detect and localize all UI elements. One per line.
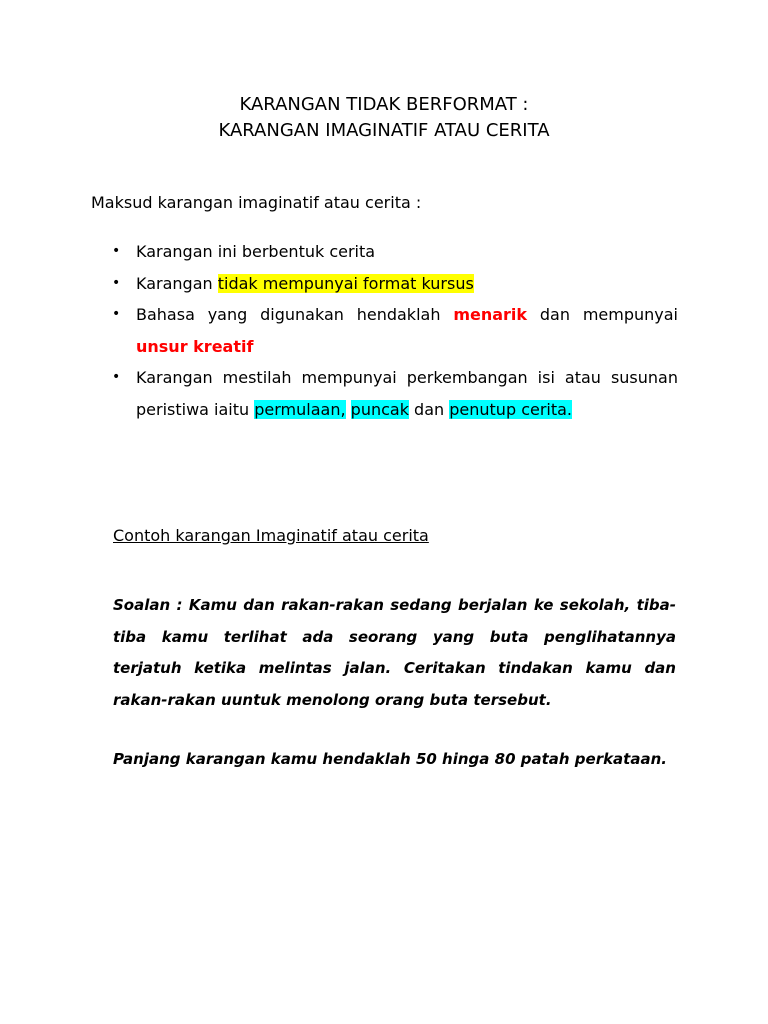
list-item-text-middle: dan mempunyai <box>527 305 678 324</box>
list-item-text-prefix: Bahasa yang digunakan hendaklah <box>136 305 454 324</box>
list-item-text-prefix: Karangan mestilah mempunyai perkembangan isi atau susunan peristiwa iaitu <box>136 368 678 419</box>
list-item-space <box>346 400 351 419</box>
length-note: Panjang karangan kamu hendaklah 50 hinga 80 patah perkataan. <box>113 750 667 768</box>
intro-text: Maksud karangan imaginatif atau cerita : <box>91 193 422 212</box>
list-item <box>112 362 678 425</box>
highlighted-text: tidak mempunyai format kursus <box>217 273 474 293</box>
example-heading: Contoh karangan Imaginatif atau cerita <box>113 526 429 545</box>
list-item <box>112 299 678 362</box>
definition-list <box>112 236 678 425</box>
list-item-text: Karangan ini berbentuk cerita <box>136 242 376 261</box>
bullet-icon: • <box>112 243 121 259</box>
list-item-text-middle: dan <box>408 399 450 419</box>
bullet-icon: • <box>112 306 121 322</box>
emphasis-text: menarik <box>453 305 528 324</box>
document-title-line-1: KARANGAN TIDAK BERFORMAT : <box>239 94 529 115</box>
emphasis-text: unsur kreatif <box>136 336 254 356</box>
document-title-line-2: KARANGAN IMAGINATIF ATAU CERITA <box>218 120 550 141</box>
list-item-text <box>136 299 678 362</box>
list-item-text-prefix: Karangan <box>136 273 218 293</box>
list-item-text <box>136 362 678 425</box>
highlighted-text: permulaan, <box>254 399 346 419</box>
list-item <box>112 236 678 268</box>
bullet-icon: • <box>112 274 121 291</box>
list-item <box>112 268 678 300</box>
highlighted-text: penutup cerita. <box>449 399 573 419</box>
highlighted-text: puncak <box>350 399 409 419</box>
bullet-icon: • <box>112 369 121 385</box>
list-item-text <box>136 268 678 300</box>
question-text: Soalan : Kamu dan rakan-rakan sedang berjalan ke sekolah, tiba-tiba kamu terlihat ada seorang yang buta penglihatannya terjatuh ketika melintas jalan. Ceritakan tindakan kamu dan rakan-rakan uuntuk menolong orang buta tersebut. <box>113 596 676 709</box>
